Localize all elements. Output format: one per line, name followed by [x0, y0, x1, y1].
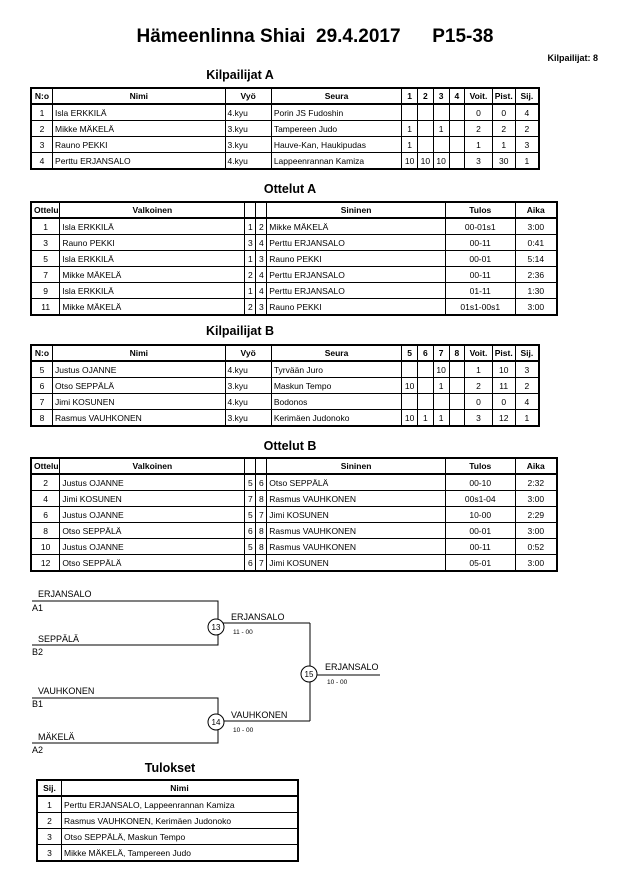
table-cell: 1 [418, 410, 434, 426]
table-cell: Mikke MÄKELÄ [267, 218, 446, 235]
table-cell: 3 [245, 235, 256, 251]
table-cell: 8 [256, 539, 267, 555]
table-row [32, 121, 539, 137]
table-cell: 00-11 [445, 235, 515, 251]
column-header: N:o [32, 346, 53, 362]
table-cell: 1 [515, 410, 538, 426]
table-cell: 7 [32, 267, 60, 283]
table-cell: 2 [245, 267, 256, 283]
pool-a-title: Kilpailijat A [206, 68, 274, 82]
column-header: Ottelu [32, 203, 60, 219]
table-cell: Rasmus VAUHKONEN, Kerimäen Judonoko [62, 813, 298, 829]
table-cell: 00-01 [445, 523, 515, 539]
column-header: 1 [402, 89, 418, 105]
column-header: Tulos [445, 203, 515, 219]
table-cell: Rauno PEKKI [60, 235, 245, 251]
table-cell: 3.kyu [225, 378, 271, 394]
column-header: Seura [271, 89, 401, 105]
table-row [32, 361, 539, 378]
table-cell: 3 [465, 410, 492, 426]
table-cell: 2 [465, 378, 492, 394]
table-cell: 5 [245, 474, 256, 491]
table-row [38, 845, 298, 861]
column-header: Sininen [267, 203, 446, 219]
column-header: Valkoinen [60, 203, 245, 219]
table-cell: 9 [32, 283, 60, 299]
table-cell: 4 [515, 104, 538, 121]
page-title [0, 26, 630, 48]
table-cell: 1 [245, 218, 256, 235]
table-row [32, 394, 539, 410]
table-cell: Rauno PEKKI [267, 251, 446, 267]
column-header: Vyö [225, 89, 271, 105]
table-cell: 1 [465, 137, 492, 153]
column-header: Voit. [465, 89, 492, 105]
table-cell [449, 361, 465, 378]
table-cell: 11 [492, 378, 515, 394]
table-cell: 3 [38, 845, 62, 861]
table-cell: 00-11 [445, 267, 515, 283]
column-header: Voit. [465, 346, 492, 362]
table-cell: 3 [515, 361, 538, 378]
table-cell: 1 [402, 137, 418, 153]
match-14-score: 10 - 00 [233, 727, 254, 734]
table-cell: 3.kyu [225, 410, 271, 426]
table-cell: 2 [492, 121, 515, 137]
table-header-row [32, 459, 557, 475]
table-cell: 5:14 [515, 251, 556, 267]
table-cell: 8 [256, 491, 267, 507]
column-header: 8 [449, 346, 465, 362]
table-cell: 3 [32, 235, 60, 251]
column-header [245, 203, 256, 219]
column-header: Sij. [515, 89, 538, 105]
table-cell: 7 [256, 507, 267, 523]
table-cell: 2 [515, 378, 538, 394]
table-cell: 1 [245, 251, 256, 267]
table-cell: 1 [402, 121, 418, 137]
table-cell: Perttu ERJANSALO, Lappeenrannan Kamiza [62, 796, 298, 813]
table-cell: 2 [38, 813, 62, 829]
table-cell [433, 104, 449, 121]
table-cell: Rasmus VAUHKONEN [53, 410, 226, 426]
match-13-number: 13 [211, 623, 221, 632]
table-cell: 3 [465, 153, 492, 169]
table-cell: 2 [465, 121, 492, 137]
table-cell: 4.kyu [225, 394, 271, 410]
table-cell: 1 [433, 410, 449, 426]
semi-2-top-name: VAUHKONEN [38, 686, 95, 696]
table-cell [449, 104, 465, 121]
column-header: 6 [418, 346, 434, 362]
column-header: Nimi [62, 781, 298, 797]
table-row [32, 235, 557, 251]
table-cell: Isla ERKKILÄ [60, 251, 245, 267]
column-header: Valkoinen [60, 459, 245, 475]
table-cell: 2 [256, 218, 267, 235]
semi-2-top-seed: B1 [32, 699, 44, 709]
table-cell [418, 361, 434, 378]
table-cell: 1 [245, 283, 256, 299]
semi-2-bottom-name: MÄKELÄ [38, 732, 75, 742]
semi-1-bottom-name: SEPPÄLÄ [38, 634, 80, 644]
table-cell: 1 [515, 153, 538, 169]
table-cell [402, 394, 418, 410]
column-header: N:o [32, 89, 53, 105]
table-cell: Bodonos [271, 394, 401, 410]
match-14-number: 14 [211, 718, 221, 727]
table-cell: Maskun Tempo [271, 378, 401, 394]
table-cell: 2 [245, 299, 256, 315]
table-cell: 3:00 [515, 555, 556, 571]
column-header: 3 [433, 89, 449, 105]
table-cell: 1 [433, 378, 449, 394]
pool-a-table [31, 88, 539, 169]
table-cell: 3:00 [515, 299, 556, 315]
table-cell: 1 [38, 796, 62, 813]
final-score: 10 - 00 [327, 679, 348, 686]
table-row [32, 410, 539, 426]
table-cell: Rauno PEKKI [267, 299, 446, 315]
table-header-row [32, 346, 539, 362]
table-cell: Mikke MÄKELÄ, Tampereen Judo [62, 845, 298, 861]
semi-1-bottom-seed: B2 [32, 647, 44, 657]
table-cell: 8 [256, 523, 267, 539]
table-cell: 5 [245, 507, 256, 523]
table-cell: 2:32 [515, 474, 556, 491]
table-header-row [32, 203, 557, 219]
table-cell: Tampereen Judo [271, 121, 401, 137]
table-cell [449, 378, 465, 394]
table-cell: Otso SEPPÄLÄ [267, 474, 446, 491]
table-cell: 2:36 [515, 267, 556, 283]
pool-b-table [31, 345, 539, 426]
pool-b-title: Kilpailijat B [205, 324, 275, 338]
table-cell: 5 [32, 251, 60, 267]
table-cell: 3 [32, 137, 53, 153]
table-header-row [32, 89, 539, 105]
table-cell: 3 [256, 299, 267, 315]
table-cell: Perttu ERJANSALO [53, 153, 226, 169]
table-cell: 4.kyu [225, 153, 271, 169]
table-cell [402, 104, 418, 121]
table-row [32, 491, 557, 507]
table-cell: Jimi KOSUNEN [267, 555, 446, 571]
table-row [32, 378, 539, 394]
column-header: Pist. [492, 89, 515, 105]
table-row [32, 283, 557, 299]
table-cell: 10 [402, 410, 418, 426]
table-cell: 10 [433, 361, 449, 378]
table-cell: 7 [256, 555, 267, 571]
table-cell: 5 [245, 539, 256, 555]
table-cell [402, 361, 418, 378]
table-cell: Otso SEPPÄLÄ [60, 555, 245, 571]
table-cell: 01s1-00s1 [445, 299, 515, 315]
table-cell: Mikke MÄKELÄ [53, 121, 226, 137]
table-cell: 10-00 [445, 507, 515, 523]
table-cell: 01-11 [445, 283, 515, 299]
table-cell: 0 [492, 104, 515, 121]
semi-1-winner: ERJANSALO [231, 612, 285, 622]
table-cell: 5 [32, 361, 53, 378]
table-cell: Justus OJANNE [60, 539, 245, 555]
table-cell: 10 [492, 361, 515, 378]
table-cell: Otso SEPPÄLÄ, Maskun Tempo [62, 829, 298, 845]
participant-count: Kilpailijat: 8 [547, 53, 598, 63]
table-cell: Justus OJANNE [60, 507, 245, 523]
column-header: Sij. [515, 346, 538, 362]
table-cell: 10 [32, 539, 60, 555]
semi-1-top-seed: A1 [32, 603, 44, 613]
table-cell: 4.kyu [225, 104, 271, 121]
table-cell: 7 [245, 491, 256, 507]
column-header: Nimi [53, 346, 226, 362]
table-cell [418, 137, 434, 153]
table-cell: Otso SEPPÄLÄ [53, 378, 226, 394]
table-cell: Otso SEPPÄLÄ [60, 523, 245, 539]
column-header: Seura [271, 346, 401, 362]
table-cell: 12 [32, 555, 60, 571]
table-row [32, 474, 557, 491]
matches-b-table [31, 458, 557, 571]
column-header: 2 [418, 89, 434, 105]
table-cell: 10 [402, 378, 418, 394]
table-cell: Rasmus VAUHKONEN [267, 539, 446, 555]
table-cell [449, 137, 465, 153]
table-row [38, 813, 298, 829]
table-cell: 10 [418, 153, 434, 169]
column-header [245, 459, 256, 475]
table-cell: 1 [465, 361, 492, 378]
table-cell: Rasmus VAUHKONEN [267, 491, 446, 507]
table-row [38, 796, 298, 813]
table-cell: 0 [465, 104, 492, 121]
table-cell: 0:52 [515, 539, 556, 555]
column-header: Sij. [38, 781, 62, 797]
table-cell: Jimi KOSUNEN [53, 394, 226, 410]
table-cell: 8 [32, 410, 53, 426]
table-cell [418, 378, 434, 394]
table-cell [418, 394, 434, 410]
table-cell: 00-01 [445, 251, 515, 267]
table-cell [418, 121, 434, 137]
column-header [256, 203, 267, 219]
column-header: Ottelu [32, 459, 60, 475]
table-cell: 2 [32, 474, 60, 491]
column-header: Sininen [267, 459, 446, 475]
table-row [32, 251, 557, 267]
table-cell: 4 [256, 283, 267, 299]
table-cell: 3 [256, 251, 267, 267]
table-cell: Perttu ERJANSALO [267, 267, 446, 283]
table-row [32, 137, 539, 153]
knockout-bracket [0, 580, 630, 765]
table-cell [418, 104, 434, 121]
table-cell: Perttu ERJANSALO [267, 283, 446, 299]
column-header: 7 [433, 346, 449, 362]
table-cell: 1 [492, 137, 515, 153]
table-cell: 0 [465, 394, 492, 410]
matches-a-table [31, 202, 557, 315]
column-header: Tulos [445, 459, 515, 475]
column-header: 5 [402, 346, 418, 362]
table-cell: Kerimäen Judonoko [271, 410, 401, 426]
table-cell: 6 [32, 378, 53, 394]
table-cell: Isla ERKKILÄ [60, 218, 245, 235]
table-cell [449, 153, 465, 169]
semi-2-bottom-seed: A2 [32, 745, 44, 755]
table-cell: 2:29 [515, 507, 556, 523]
table-cell: Perttu ERJANSALO [267, 235, 446, 251]
table-cell: Isla ERKKILÄ [53, 104, 226, 121]
table-cell: 1 [433, 121, 449, 137]
table-cell: 0 [492, 394, 515, 410]
table-cell: 4 [32, 491, 60, 507]
table-cell: 0:41 [515, 235, 556, 251]
table-cell: 10 [402, 153, 418, 169]
table-cell: 12 [492, 410, 515, 426]
table-row [38, 829, 298, 845]
table-cell: Jimi KOSUNEN [267, 507, 446, 523]
table-cell: 6 [256, 474, 267, 491]
column-header: Aika [515, 203, 556, 219]
table-row [32, 539, 557, 555]
table-cell: 2 [515, 121, 538, 137]
column-header [256, 459, 267, 475]
table-cell: 3 [38, 829, 62, 845]
table-cell: 11 [32, 299, 60, 315]
table-row [32, 267, 557, 283]
column-header: Aika [515, 459, 556, 475]
table-cell [449, 394, 465, 410]
table-cell [449, 121, 465, 137]
table-cell: 00s1-04 [445, 491, 515, 507]
table-cell: 4 [32, 153, 53, 169]
table-cell: 7 [32, 394, 53, 410]
semi-1-top-name: ERJANSALO [38, 589, 92, 599]
table-row [32, 507, 557, 523]
table-cell: 3:00 [515, 523, 556, 539]
table-cell: 05-01 [445, 555, 515, 571]
table-cell: 3.kyu [225, 137, 271, 153]
table-cell: 4 [256, 267, 267, 283]
table-cell: 6 [245, 555, 256, 571]
table-cell: Justus OJANNE [60, 474, 245, 491]
table-cell: 8 [32, 523, 60, 539]
table-cell: 6 [245, 523, 256, 539]
table-cell: 1 [32, 104, 53, 121]
final-winner: ERJANSALO [325, 662, 379, 672]
table-header-row [38, 781, 298, 797]
table-cell: Mikke MÄKELÄ [60, 299, 245, 315]
table-cell [449, 410, 465, 426]
table-cell: 10 [433, 153, 449, 169]
column-header: Vyö [225, 346, 271, 362]
column-header: 4 [449, 89, 465, 105]
results-table [37, 780, 298, 861]
table-cell: Mikke MÄKELÄ [60, 267, 245, 283]
table-row [32, 104, 539, 121]
table-cell: 00-01s1 [445, 218, 515, 235]
match-15-number: 15 [304, 670, 314, 679]
table-cell: Lappeenrannan Kamiza [271, 153, 401, 169]
results-title: Tulokset [144, 761, 196, 775]
table-row [32, 555, 557, 571]
table-cell: Isla ERKKILÄ [60, 283, 245, 299]
table-cell: Rauno PEKKI [53, 137, 226, 153]
match-13-score: 11 - 00 [233, 629, 253, 636]
table-cell: 00-10 [445, 474, 515, 491]
table-cell: 00-11 [445, 539, 515, 555]
table-cell: 30 [492, 153, 515, 169]
table-cell: Rasmus VAUHKONEN [267, 523, 446, 539]
table-cell: Jimi KOSUNEN [60, 491, 245, 507]
table-cell: 1:30 [515, 283, 556, 299]
matches-b-title: Ottelut B [263, 439, 317, 453]
event-name: Hämeenlinna Shiai [136, 26, 306, 47]
table-cell: 1 [32, 218, 60, 235]
table-cell: 3:00 [515, 491, 556, 507]
table-row [32, 299, 557, 315]
table-cell: Hauve-Kan, Haukipudas [271, 137, 401, 153]
table-row [32, 523, 557, 539]
table-cell [433, 394, 449, 410]
table-cell: 4 [515, 394, 538, 410]
column-header: Nimi [53, 89, 226, 105]
table-cell: 4 [256, 235, 267, 251]
table-cell: 4.kyu [225, 361, 271, 378]
table-cell: 6 [32, 507, 60, 523]
table-cell: 3:00 [515, 218, 556, 235]
table-row [32, 153, 539, 169]
event-date: 29.4.2017 [316, 26, 401, 47]
table-cell [433, 137, 449, 153]
table-cell: 2 [32, 121, 53, 137]
event-category: P15-38 [432, 26, 494, 47]
semi-2-winner: VAUHKONEN [231, 710, 288, 720]
table-cell: Justus OJANNE [53, 361, 226, 378]
column-header: Pist. [492, 346, 515, 362]
table-cell: 3.kyu [225, 121, 271, 137]
table-cell: Tyrvään Juro [271, 361, 401, 378]
matches-a-title: Ottelut A [263, 182, 317, 196]
table-cell: Porin JS Fudoshin [271, 104, 401, 121]
table-row [32, 218, 557, 235]
table-cell: 3 [515, 137, 538, 153]
